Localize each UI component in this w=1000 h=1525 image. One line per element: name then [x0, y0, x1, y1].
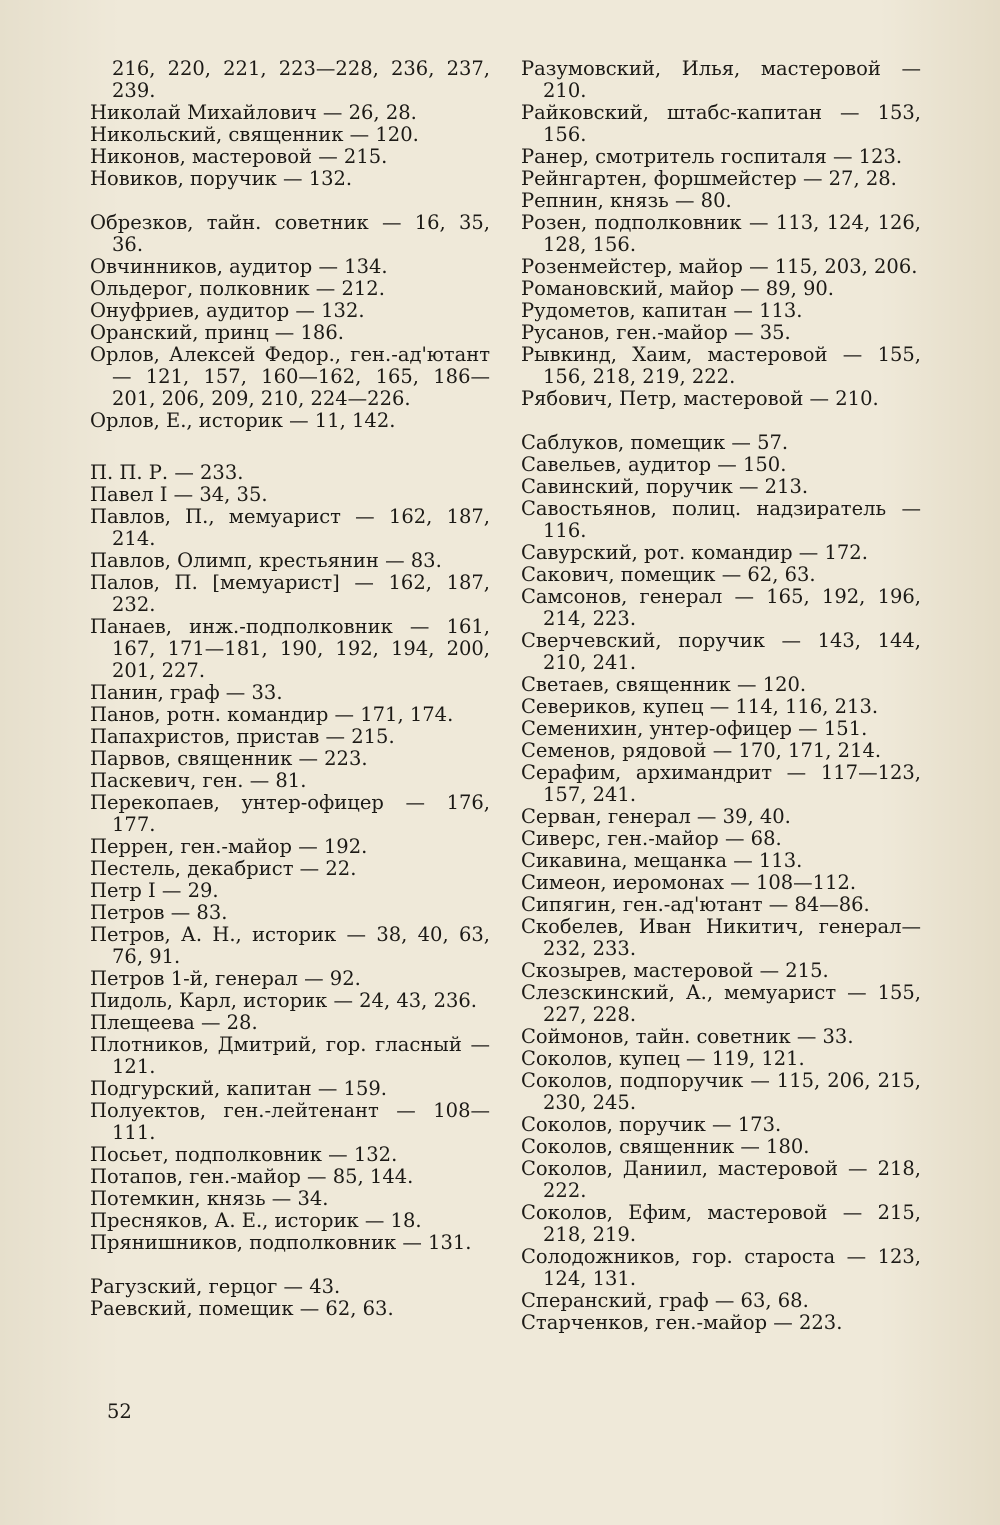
index-column-right	[521, 58, 921, 1334]
index-entry: Светаев, священник — 120.	[521, 673, 807, 696]
index-entry: Семенихин, унтер-офицер — 151.	[521, 717, 868, 740]
index-entry: Никонов, мастеровой — 215.	[90, 145, 388, 168]
index-column-left	[90, 58, 490, 1320]
index-entry: Старченков, ген.-майор — 223.	[521, 1311, 843, 1334]
index-entry: Севериков, купец — 114, 116, 213.	[521, 695, 879, 718]
index-entry: Обрезков, тайн. советник — 16, 35, 36.	[90, 211, 490, 256]
index-entry: Саблуков, помещик — 57.	[521, 431, 789, 454]
index-entry: Потемкин, князь — 34.	[90, 1187, 329, 1210]
index-entry: Солодожников, гор. староста — 123, 124, 131.	[521, 1245, 921, 1290]
index-entry: 216, 220, 221, 223—228, 236, 237, 239.	[112, 57, 490, 102]
index-entry: Орлов, Алексей Федор., ген.-ад'ютант — 121, 157, 160—162, 165, 186—201, 206, 209, 210, 224—226.	[90, 343, 490, 410]
index-entry: Новиков, поручик — 132.	[90, 167, 353, 190]
index-entry: П. П. Р. — 233.	[90, 461, 244, 484]
index-entry: Онуфриев, аудитор — 132.	[90, 299, 365, 322]
index-entry: Савельев, аудитор — 150.	[521, 453, 787, 476]
index-entry: Соколов, купец — 119, 121.	[521, 1047, 805, 1070]
index-entry: Плещеева — 28.	[90, 1011, 258, 1034]
index-entry: Сперанский, граф — 63, 68.	[521, 1289, 809, 1312]
index-entry: Папахристов, пристав — 215.	[90, 725, 395, 748]
index-entry: Русанов, ген.-майор — 35.	[521, 321, 791, 344]
index-entry: Оранский, принц — 186.	[90, 321, 344, 344]
index-entry: Рейнгартен, форшмейстер — 27, 28.	[521, 167, 897, 190]
index-entry: Пресняков, А. Е., историк — 18.	[90, 1209, 422, 1232]
index-entry: Соколов, Даниил, мастеровой — 218, 222.	[521, 1157, 921, 1202]
index-entry: Павел I — 34, 35.	[90, 483, 268, 506]
index-entry: Рывкинд, Хаим, мастеровой — 155, 156, 218, 219, 222.	[521, 343, 921, 388]
index-entry: Ольдерог, полковник — 212.	[90, 277, 385, 300]
index-entry: Ранер, смотритель госпиталя — 123.	[521, 145, 903, 168]
index-entry: Овчинников, аудитор — 134.	[90, 255, 388, 278]
index-entry: Павлов, Олимп, крестьянин — 83.	[90, 549, 442, 572]
index-entry: Савурский, рот. командир — 172.	[521, 541, 868, 564]
index-entry: Романовский, майор — 89, 90.	[521, 277, 834, 300]
index-entry: Репнин, князь — 80.	[521, 189, 732, 212]
index-entry: Семенов, рядовой — 170, 171, 214.	[521, 739, 882, 762]
index-entry: Петров 1-й, генерал — 92.	[90, 967, 361, 990]
index-entry: Рагузский, герцог — 43.	[90, 1275, 341, 1298]
index-entry: Рудометов, капитан — 113.	[521, 299, 803, 322]
index-entry: Пестель, декабрист — 22.	[90, 857, 357, 880]
letter-group-spacer	[90, 1254, 490, 1276]
index-entry: Соколов, Ефим, мастеровой — 215, 218, 219.	[521, 1201, 921, 1246]
index-entry: Посьет, подполковник — 132.	[90, 1143, 398, 1166]
index-entry: Панов, ротн. командир — 171, 174.	[90, 703, 454, 726]
index-entry: Слезскинский, А., мемуарист — 155, 227, 228.	[521, 981, 921, 1026]
index-entry: Петров — 83.	[90, 901, 228, 924]
index-entry: Петров, А. Н., историк — 38, 40, 63, 76, 91.	[90, 923, 490, 968]
index-entry: Плотников, Дмитрий, гор. гласный — 121.	[90, 1033, 490, 1078]
index-entry: Соколов, священник — 180.	[521, 1135, 810, 1158]
index-entry: Савостьянов, полиц. надзиратель — 116.	[521, 497, 921, 542]
index-entry: Потапов, ген.-майор — 85, 144.	[90, 1165, 414, 1188]
index-entry: Петр I — 29.	[90, 879, 219, 902]
index-entry: Савинский, поручик — 213.	[521, 475, 809, 498]
index-entry: Самсонов, генерал — 165, 192, 196, 214, 223.	[521, 585, 921, 630]
index-entry: Скозырев, мастеровой — 215.	[521, 959, 829, 982]
letter-group-spacer	[90, 432, 490, 462]
letter-group-spacer	[90, 190, 490, 212]
page-number: 52	[107, 1400, 132, 1423]
index-entry: Розен, подполковник — 113, 124, 126, 128, 156.	[521, 211, 921, 256]
index-entry: Прянишников, подполковник — 131.	[90, 1231, 472, 1254]
index-entry: Скобелев, Иван Никитич, генерал—232, 233.	[521, 915, 921, 960]
index-entry: Раевский, помещик — 62, 63.	[90, 1297, 394, 1320]
index-entry: Соколов, подпоручик — 115, 206, 215, 230, 245.	[521, 1069, 921, 1114]
index-entry: Сикавина, мещанка — 113.	[521, 849, 803, 872]
index-entry: Рябович, Петр, мастеровой — 210.	[521, 387, 879, 410]
index-entry: Никольский, священник — 120.	[90, 123, 419, 146]
index-entry: Подгурский, капитан — 159.	[90, 1077, 387, 1100]
index-entry: Панин, граф — 33.	[90, 681, 283, 704]
index-entry: Соймонов, тайн. советник — 33.	[521, 1025, 854, 1048]
letter-group-spacer	[521, 410, 921, 432]
index-entry: Палов, П. [мемуарист] — 162, 187, 232.	[90, 571, 490, 616]
index-entry: Сакович, помещик — 62, 63.	[521, 563, 816, 586]
index-entry: Розенмейстер, майор — 115, 203, 206.	[521, 255, 918, 278]
index-entry: Павлов, П., мемуарист — 162, 187, 214.	[90, 505, 490, 550]
index-entry: Симеон, иеромонах — 108—112.	[521, 871, 857, 894]
index-entry: Пидоль, Карл, историк — 24, 43, 236.	[90, 989, 477, 1012]
index-entry: Серван, генерал — 39, 40.	[521, 805, 791, 828]
index-entry: Парвов, священник — 223.	[90, 747, 368, 770]
index-entry: Соколов, поручик — 173.	[521, 1113, 782, 1136]
index-entry: Сипягин, ген.-ад'ютант — 84—86.	[521, 893, 870, 916]
index-entry: Полуектов, ген.-лейтенант — 108—111.	[90, 1099, 490, 1144]
index-entry: Сиверс, ген.-майор — 68.	[521, 827, 782, 850]
index-entry: Паскевич, ген. — 81.	[90, 769, 307, 792]
index-entry: Серафим, архимандрит — 117—123, 157, 241.	[521, 761, 921, 806]
index-entry: Сверчевский, поручик — 143, 144, 210, 241.	[521, 629, 921, 674]
index-entry: Перекопаев, унтер-офицер — 176, 177.	[90, 791, 490, 836]
index-entry: Разумовский, Илья, мастеровой — 210.	[521, 57, 921, 102]
index-entry: Райковский, штабс-капитан — 153, 156.	[521, 101, 921, 146]
index-entry: Орлов, Е., историк — 11, 142.	[90, 409, 396, 432]
index-entry: Николай Михайлович — 26, 28.	[90, 101, 417, 124]
index-entry: Панаев, инж.-подполковник — 161, 167, 171—181, 190, 192, 194, 200, 201, 227.	[90, 615, 490, 682]
index-entry: Перрен, ген.-майор — 192.	[90, 835, 368, 858]
